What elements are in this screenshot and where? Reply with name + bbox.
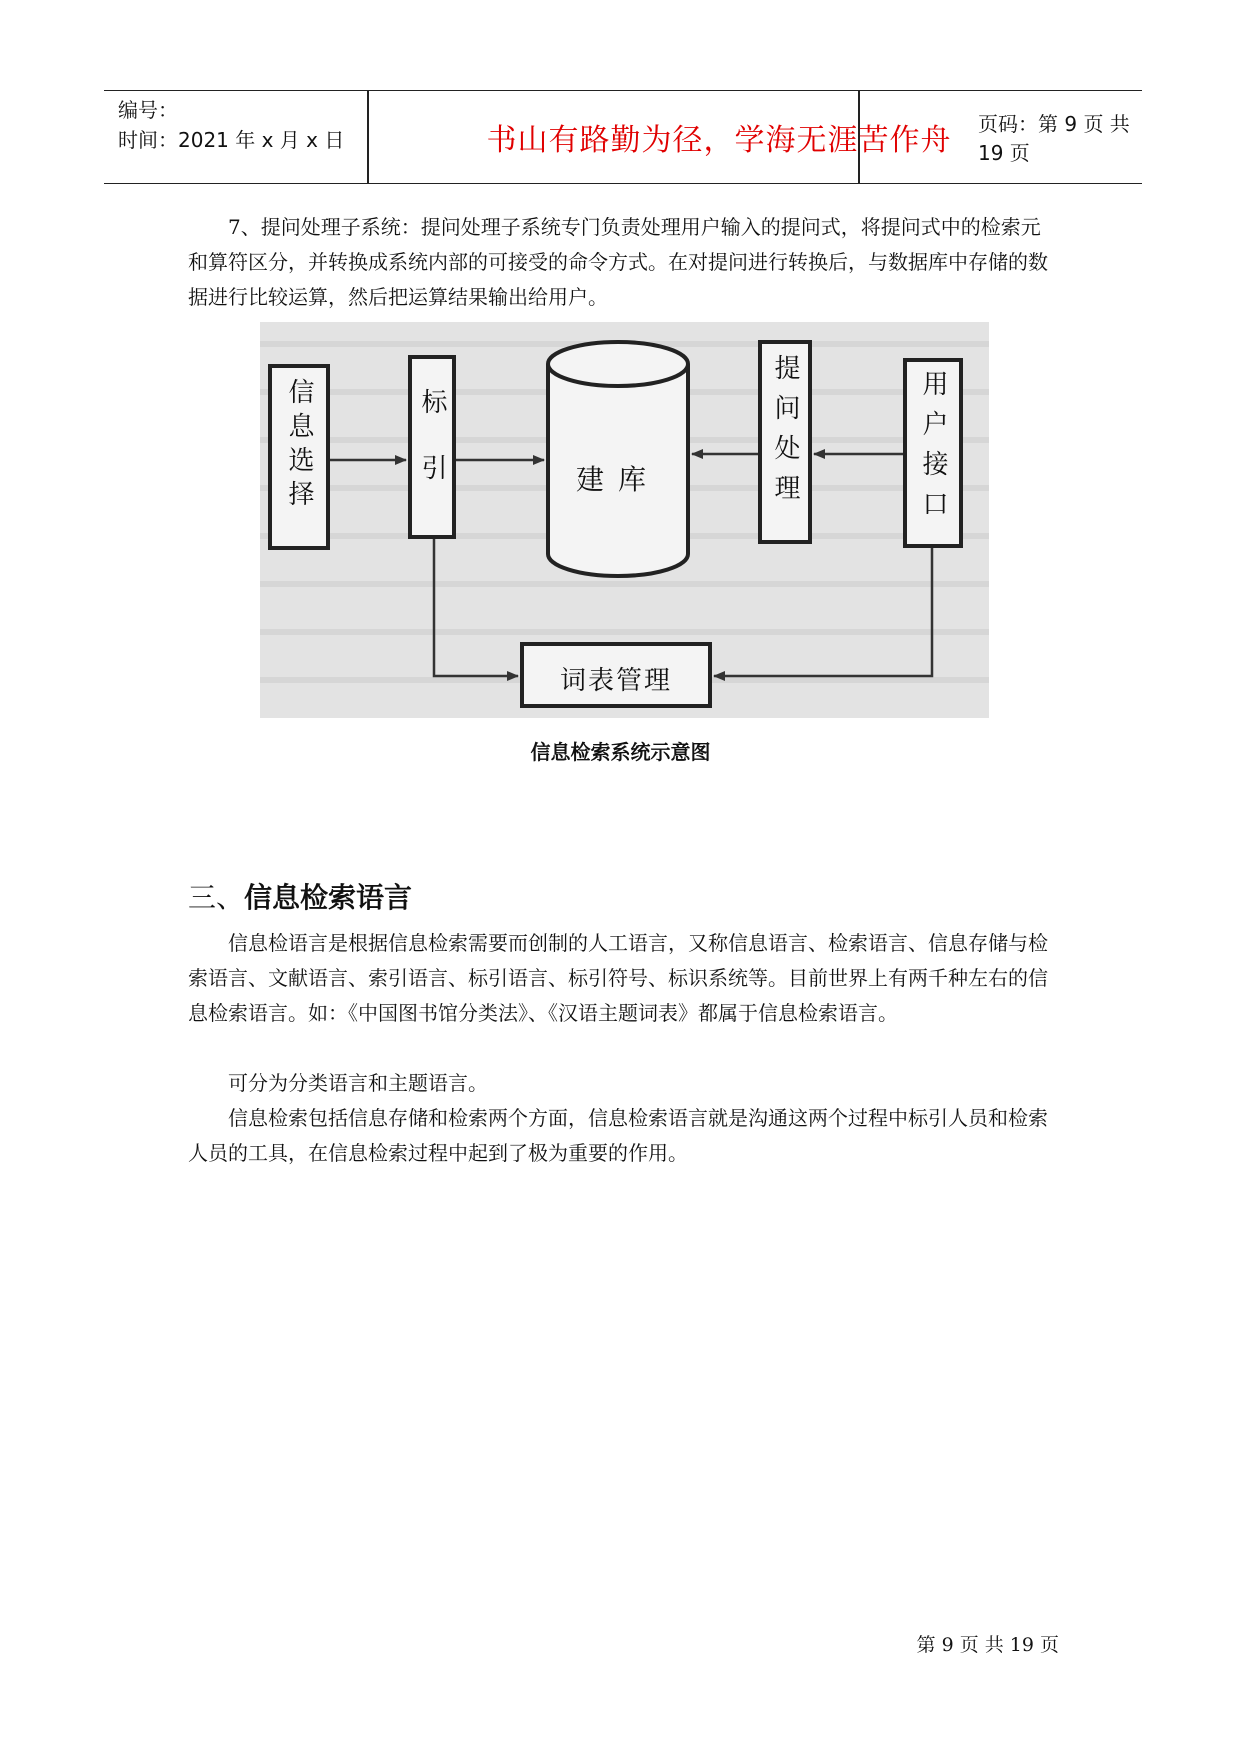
label-user-interface: 用户接口 <box>918 370 948 530</box>
page-header <box>104 90 1142 184</box>
header-page-label: 页码：第 9 页 共 19 页 <box>978 112 1130 165</box>
section3-paragraph-1 <box>188 926 1060 1031</box>
arrow-user-to-vocab <box>714 548 932 676</box>
figure-caption: 信息检索系统示意图 <box>530 740 711 764</box>
diagram-svg <box>260 322 989 718</box>
number-label: 编号： <box>118 98 178 122</box>
time-label: 时间：2021 年 x 月 x 日 <box>118 128 345 152</box>
label-build-db: 建库 <box>575 463 660 496</box>
label-query-process: 提问处理 <box>770 354 800 514</box>
system-diagram <box>260 322 989 718</box>
arrow-index-to-vocab <box>434 539 518 676</box>
section3-paragraph-2 <box>188 1066 1060 1101</box>
label-info-select: 信息选择 <box>284 378 314 514</box>
section-heading-text: 信息检索语言 <box>244 881 413 914</box>
section3-p3-text: 信息检索包括信息存储和检索两个方面，信息检索语言就是沟通这两个过程中标引人员和检索人员的工具，在信息检索过程中起到了极为重要的作用。 <box>188 1106 1048 1165</box>
section-heading-number: 三、 <box>188 881 245 914</box>
header-meta <box>118 95 368 155</box>
section7-paragraph <box>188 210 1060 315</box>
section3-paragraph-3 <box>188 1101 1060 1171</box>
label-index: 标引 <box>417 388 447 520</box>
section3-p1-text: 信息检语言是根据信息检索需要而创制的人工语言，又称信息语言、检索语言、信息存储与检索语言、文献语言、索引语言、标引语言、标引符号、标识系统等。目前世界上有两千种左右的信息检索语言。如：《中国图书馆分类法》、《汉语主题词表》都属于信息检索语言。 <box>188 931 1048 1025</box>
header-motto: 书山有路勤为径，学海无涯苦作舟 <box>486 123 952 158</box>
section-heading <box>188 876 412 916</box>
section3-p2-text: 可分为分类语言和主题语言。 <box>228 1071 488 1095</box>
section7-text: 7、提问处理子系统：提问处理子系统专门负责处理用户输入的提问式，将提问式中的检索元和算符区分，并转换成系统内部的可接受的命令方式。在对提问进行转换后，与数据库中存储的数据进行比较运算，然后把运算结果输出给用户。 <box>188 215 1048 309</box>
label-vocab-mgmt: 词表管理 <box>559 666 672 696</box>
page-footer: 第 9 页 共 19 页 <box>916 1634 1059 1656</box>
